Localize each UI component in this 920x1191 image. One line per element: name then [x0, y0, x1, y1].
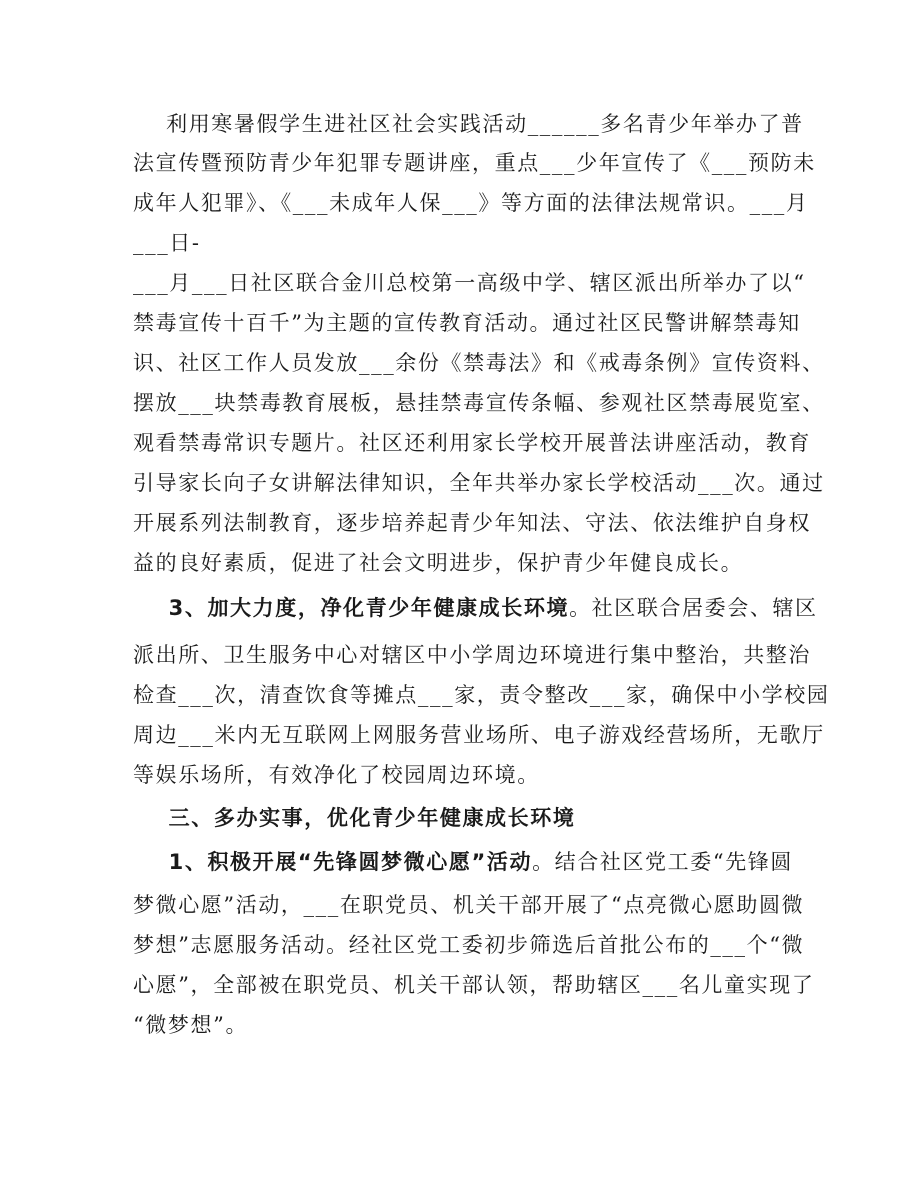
paragraph-line: ___日-	[133, 231, 201, 255]
paragraph-line: 利用寒暑假学生进社区社会实践活动______多名青少年举办了普	[133, 112, 804, 136]
paragraph-line: 派出所、卫生服务中心对辖区中小学周边环境进行集中整治，共整治	[133, 643, 811, 667]
heading-line	[133, 804, 575, 832]
paragraph-line: “微梦想”。	[133, 1013, 249, 1037]
paragraph-line: 开展系列法制教育，逐步培养起青少年知法、守法、依法维护自身权	[133, 511, 811, 535]
section-heading-1: 1、积极开展“先锋圆梦微心愿”活动	[133, 850, 533, 874]
paragraph-line: 识、社区工作人员发放___余份《禁毒法》和《戒毒条例》宣传资料、	[133, 351, 825, 375]
paragraph-line: 心愿”，全部被在职党员、机关干部认领，帮助辖区___名儿童实现了	[133, 973, 815, 997]
section-heading-three: 三、多办实事，优化青少年健康成长环境	[133, 806, 576, 830]
paragraph-line: 检查___次，清查饮食等摊点___家，责令整改___家，确保中小学校园	[133, 683, 830, 707]
paragraph-line: 成年人犯罪》、《___未成年人保___》等方面的法律法规常识。___月	[133, 191, 809, 215]
section-line	[133, 594, 818, 622]
paragraph-line: 引导家长向子女讲解法律知识，全年共举办家长学校活动___次。通过	[133, 471, 825, 495]
paragraph-line: 益的良好素质，促进了社会文明进步，保护青少年健良成长。	[133, 551, 744, 575]
paragraph-line: 梦想”志愿服务活动。经社区党工委初步筛选后首批公布的___个“微	[133, 933, 805, 957]
paragraph-line: 等娱乐场所，有效净化了校园周边环境。	[133, 763, 540, 787]
section-text: 。结合社区党工委“先锋圆	[532, 850, 793, 874]
paragraph-line: 摆放___块禁毒教育展板，悬挂禁毒宣传条幅、参观社区禁毒展览室、	[133, 391, 825, 415]
paragraph-line: ___月___日社区联合金川总校第一高级中学、辖区派出所举办了以“	[133, 271, 806, 295]
paragraph-line: 观看禁毒常识专题片。社区还利用家长学校开展普法讲座活动，教育	[133, 431, 811, 455]
section-text: 。社区联合居委会、辖区	[569, 596, 818, 620]
section-line	[133, 848, 793, 876]
paragraph-line: 周边___米内无互联网上网服务营业场所、电子游戏经营场所，无歌厅	[133, 723, 825, 747]
paragraph-line: 法宣传暨预防青少年犯罪专题讲座，重点___少年宣传了《___预防未	[133, 151, 816, 175]
section-heading-3: 3、加大力度，净化青少年健康成长环境	[133, 596, 570, 620]
paragraph-line: 梦微心愿”活动，___在职党员、机关干部开展了“点亮微心愿助圆微	[133, 893, 805, 917]
paragraph-line: 禁毒宣传十百千”为主题的宣传教育活动。通过社区民警讲解禁毒知	[133, 311, 801, 335]
